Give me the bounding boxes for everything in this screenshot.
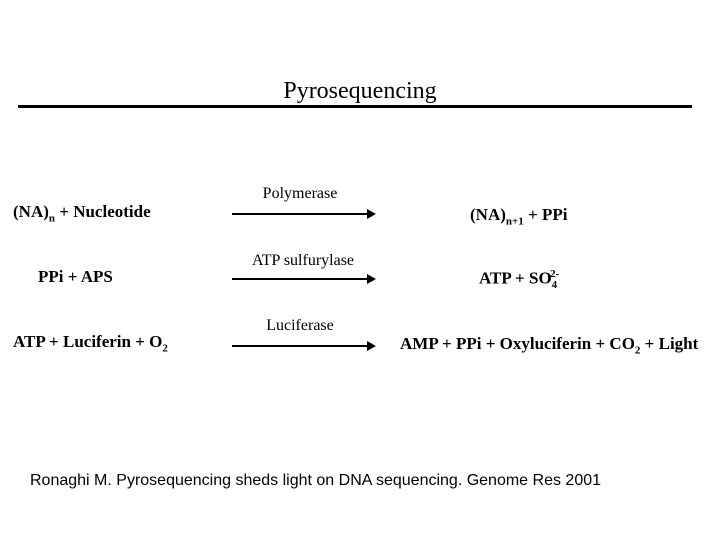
- reaction-2-reactants: PPi + APS: [38, 267, 113, 286]
- reaction-1-reactant-main: (NA): [13, 202, 49, 221]
- reaction-1-product-subscript: n+1: [505, 215, 524, 228]
- reaction-2-product-superscript: 2-: [550, 268, 560, 280]
- citation: Ronaghi M. Pyrosequencing sheds light on DNA sequencing. Genome Res 2001: [30, 472, 602, 489]
- reaction-3-product-rest: + Light: [640, 334, 699, 353]
- reaction-3-products: [400, 334, 698, 356]
- reaction-3-reactant-subscript: 2: [162, 342, 168, 355]
- reaction-1-reactant-subscript: n: [48, 212, 56, 225]
- reaction-3-reactant-main: ATP + Luciferin + O: [13, 332, 163, 351]
- reaction-2-products: [479, 268, 559, 291]
- reaction-3-arrow: [232, 345, 374, 347]
- reaction-1-enzyme: Polymerase: [262, 185, 338, 202]
- reaction-3-reactants: [13, 332, 168, 354]
- reaction-1-products: [470, 205, 567, 227]
- reaction-2-product-main: ATP + SO: [479, 268, 552, 288]
- title-underline: [18, 105, 692, 108]
- reaction-2-enzyme: ATP sulfurylase: [251, 252, 355, 269]
- reaction-3-product-main: AMP + PPi + Oxyluciferin + CO: [400, 334, 635, 353]
- slide-title: Pyrosequencing: [283, 78, 437, 104]
- reaction-1-product-main: (NA): [470, 205, 506, 224]
- reaction-1-reactant-rest: + Nucleotide: [55, 202, 151, 221]
- reaction-1-reactants: [13, 202, 151, 224]
- reaction-3-product-subscript: 2: [634, 344, 641, 357]
- reaction-1-product-rest: + PPi: [523, 205, 568, 224]
- reaction-2-arrow: [232, 278, 374, 280]
- reaction-1-arrow: [232, 213, 374, 215]
- reaction-3-enzyme: Luciferase: [266, 317, 334, 334]
- reaction-2-product-subscript: 4: [551, 279, 558, 292]
